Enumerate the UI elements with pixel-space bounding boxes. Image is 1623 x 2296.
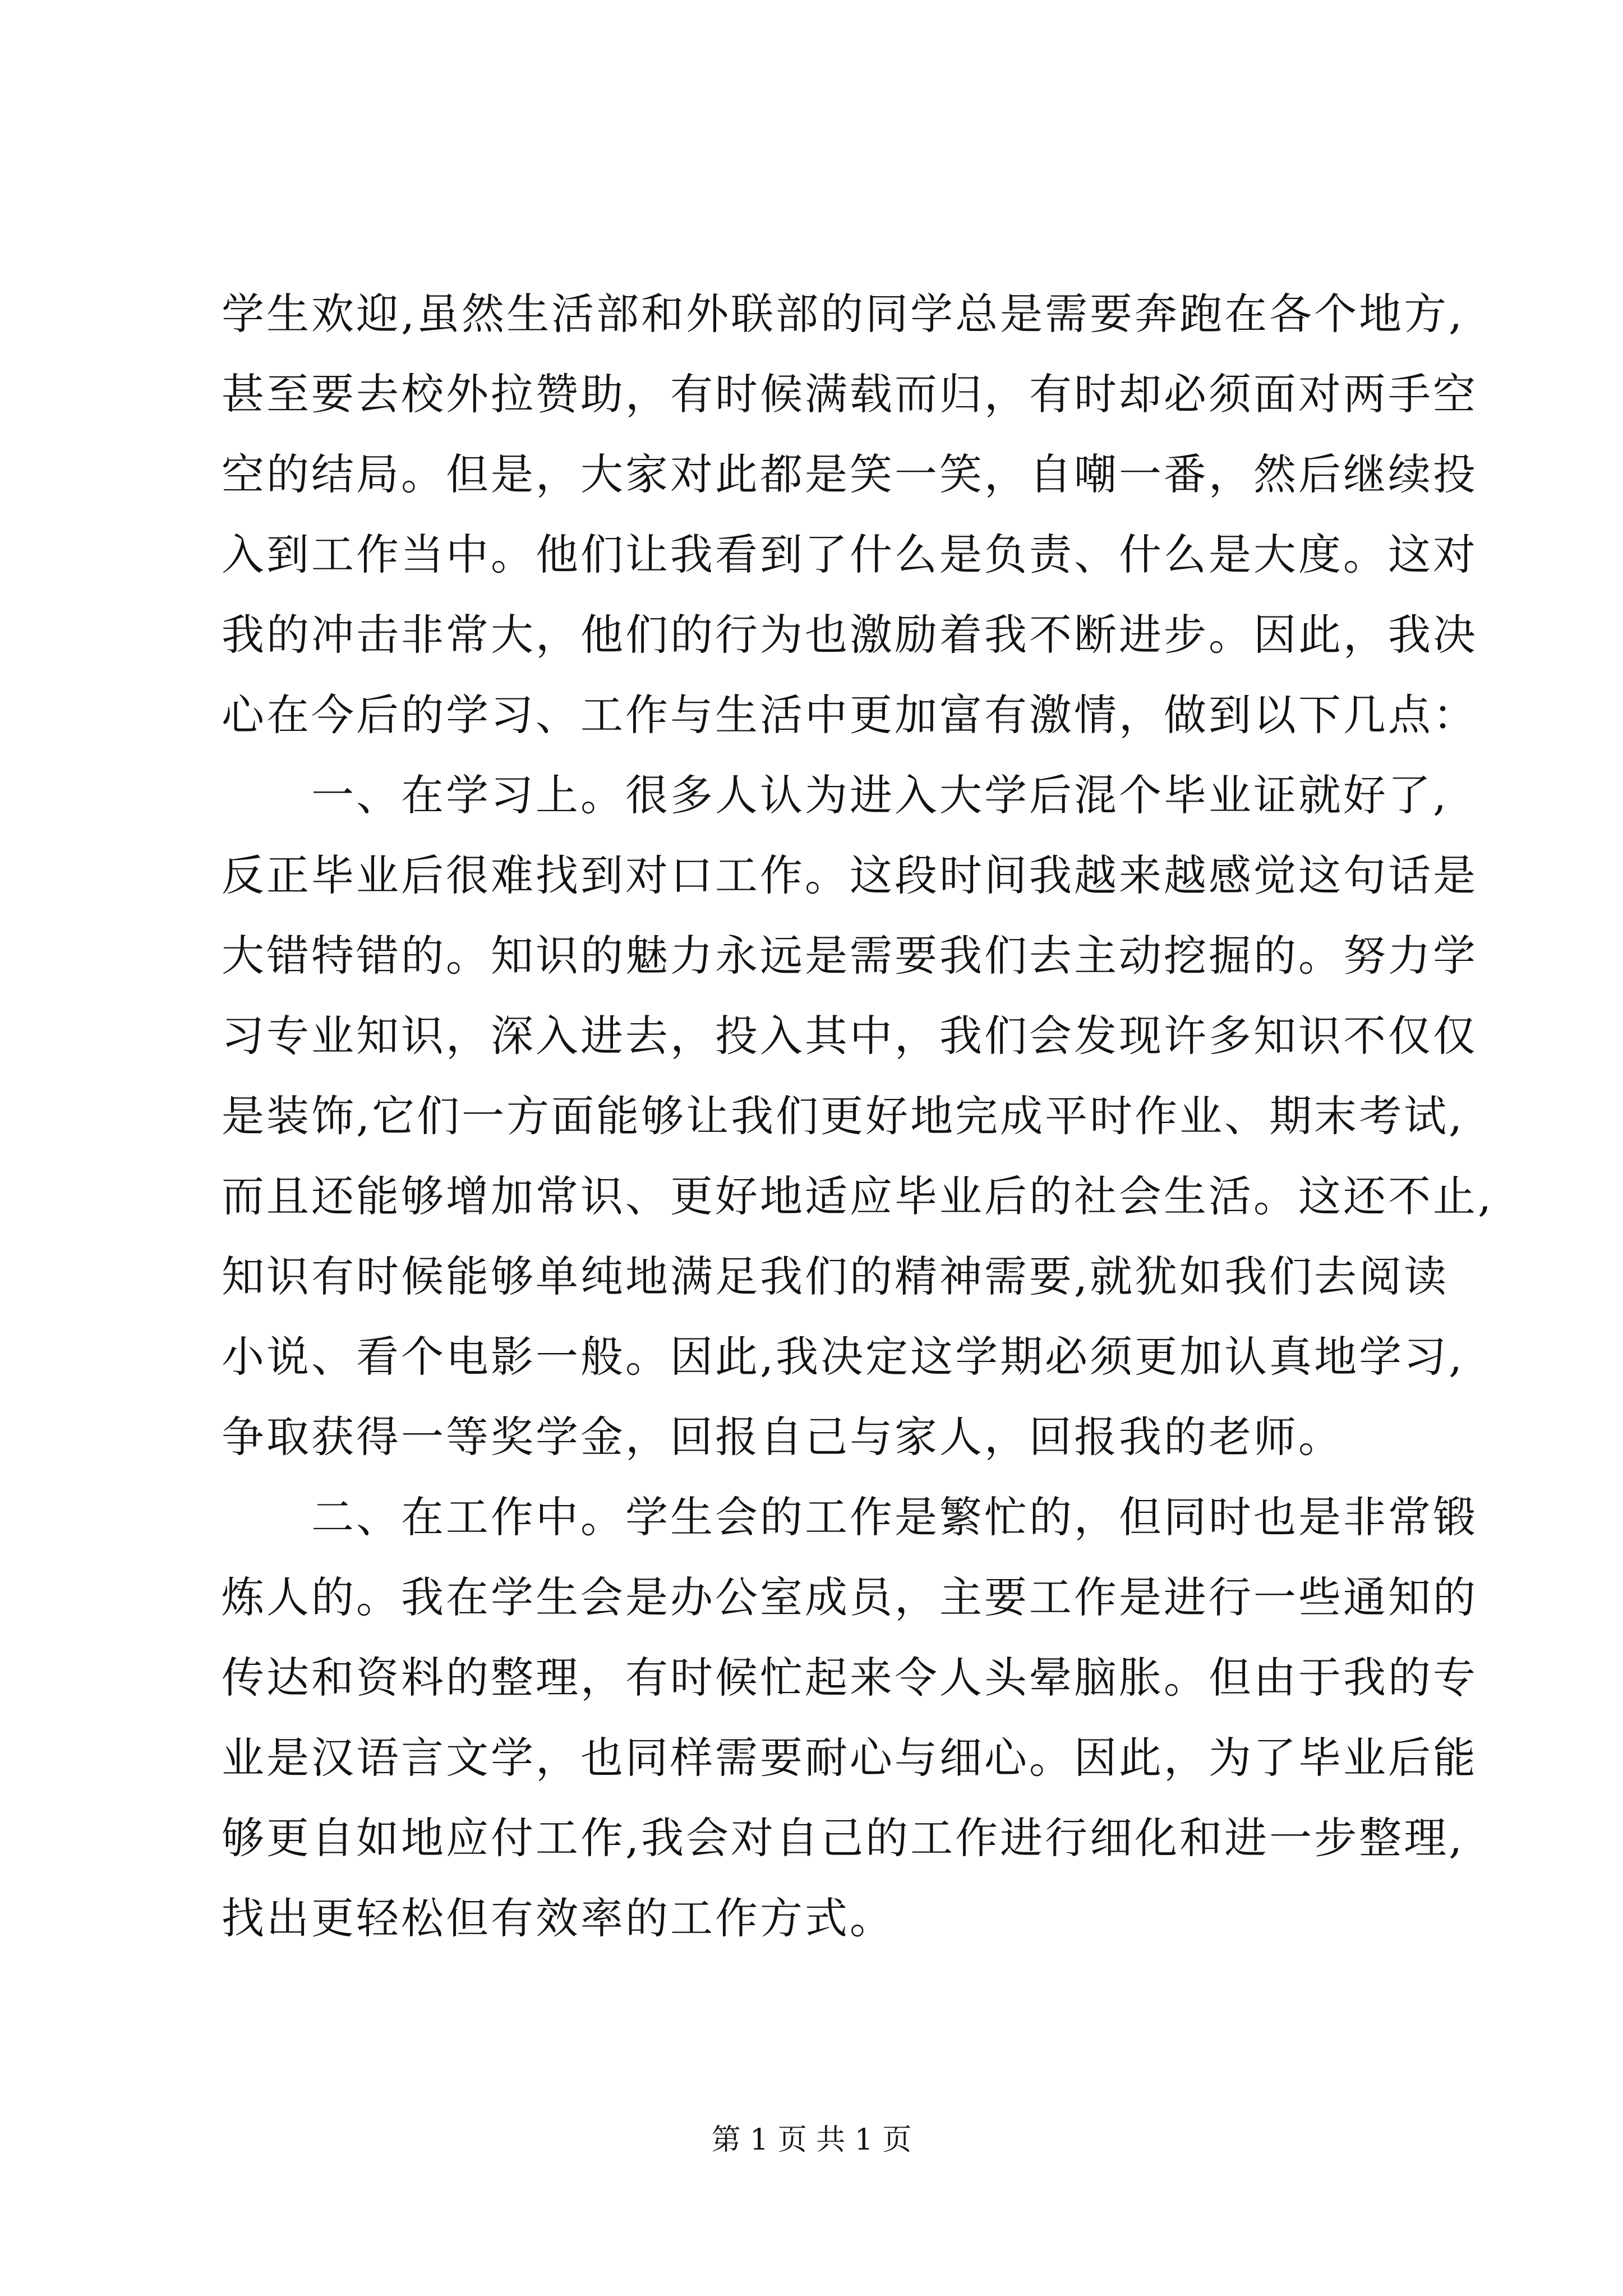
text-line: 炼人的。我在学生会是办公室成员，主要工作是进行一些通知的 [222, 1572, 1478, 1622]
text-line: 争取获得一等奖学金，回报自己与家人，回报我的老师。 [222, 1412, 1343, 1462]
text-line: 小说、看个电影一般。因此,我决定这学期必须更加认真地学习, [222, 1332, 1465, 1382]
text-line: 而且还能够增加常识、更好地适应毕业后的社会生活。这还不止, [222, 1171, 1494, 1221]
text-line: 找出更轻松但有效率的工作方式。 [222, 1893, 895, 1943]
text-line: 大错特错的。知识的魅力永远是需要我们去主动挖掘的。努力学 [222, 931, 1478, 981]
paragraph-start-line: 二、在工作中。学生会的工作是繁忙的，但同时也是非常锻 [311, 1492, 1478, 1542]
text-line: 空的结局。但是，大家对此都是笑一笑，自嘲一番，然后继续投 [222, 449, 1478, 499]
text-line: 习专业知识，深入进去，投入其中，我们会发现许多知识不仅仅 [222, 1011, 1478, 1061]
text-line: 传达和资料的整理，有时候忙起来令人头晕脑胀。但由于我的专 [222, 1653, 1478, 1703]
page-number-footer: 第 1 页 共 1 页 [711, 2123, 912, 2157]
document-body [222, 278, 1494, 1962]
text-line: 反正毕业后很难找到对口工作。这段时间我越来越感觉这句话是 [222, 850, 1478, 900]
text-line: 心在今后的学习、工作与生活中更加富有激情，做到以下几点： [222, 690, 1478, 740]
text-line: 业是汉语言文学，也同样需要耐心与细心。因此，为了毕业后能 [222, 1733, 1478, 1783]
text-line: 入到工作当中。他们让我看到了什么是负责、什么是大度。这对 [222, 530, 1478, 579]
text-line: 知识有时候能够单纯地满足我们的精神需要,就犹如我们去阅读 [222, 1251, 1449, 1301]
paragraph-start-line: 一、在学习上。很多人认为进入大学后混个毕业证就好了, [311, 770, 1449, 820]
text-line: 学生欢迎,虽然生活部和外联部的同学总是需要奔跑在各个地方, [222, 289, 1465, 339]
text-line: 够更自如地应付工作,我会对自己的工作进行细化和进一步整理, [222, 1813, 1465, 1863]
text-line: 甚至要去校外拉赞助，有时候满载而归，有时却必须面对两手空 [222, 369, 1478, 419]
text-line: 我的冲击非常大，他们的行为也激励着我不断进步。因此，我决 [222, 610, 1478, 660]
text-line: 是装饰,它们一方面能够让我们更好地完成平时作业、期末考试, [222, 1091, 1465, 1141]
